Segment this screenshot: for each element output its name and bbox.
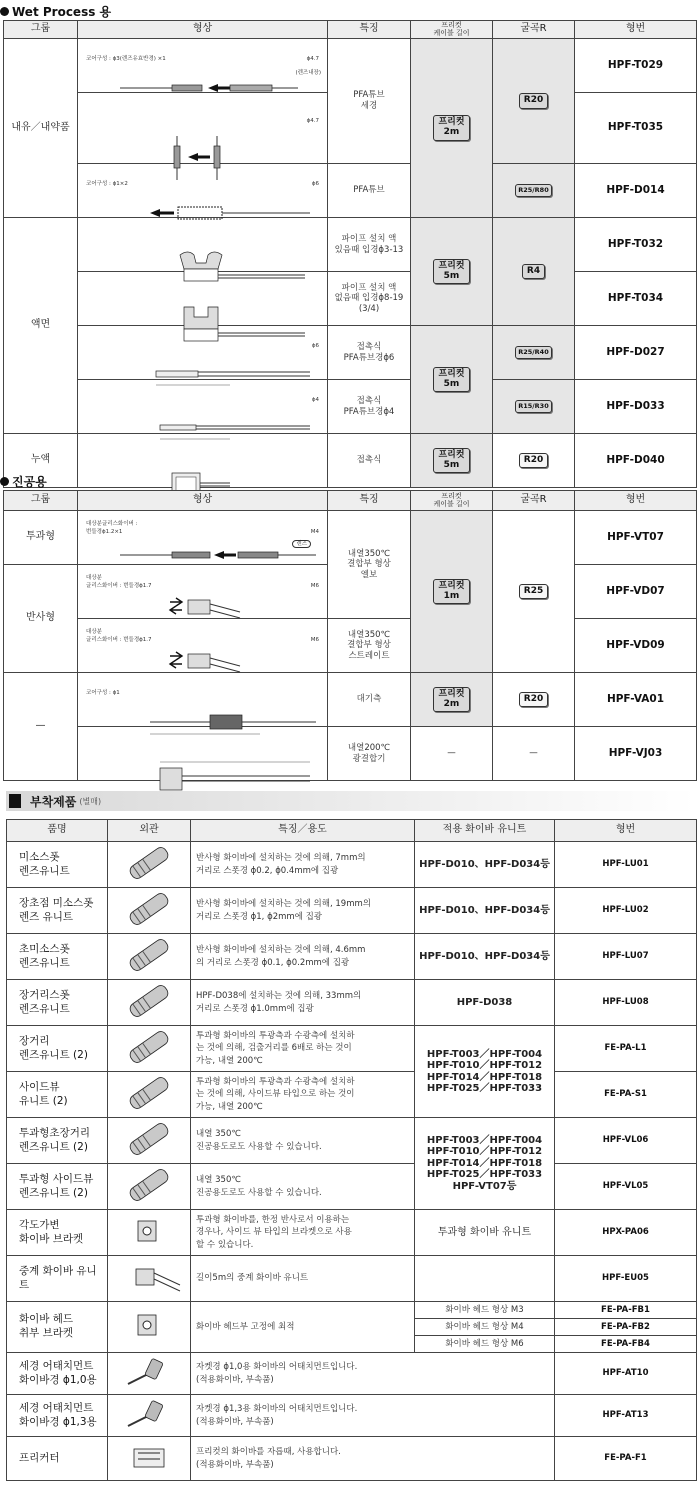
feature-cell: 내열350℃ 결합부 형상 스트레이트 <box>328 619 411 673</box>
item-desc: 자켓경 ϕ1,0용 화이바의 어태치먼트입니다. (적용화이바, 부속품) <box>191 1353 555 1395</box>
item-appearance <box>108 1256 191 1302</box>
caption: 코어구성 : ϕ3(렌즈유효반경) ×1 <box>86 55 166 62</box>
item-sub-unit: 화이바 헤드 형상 M3 <box>415 1302 555 1319</box>
item-appearance <box>108 888 191 934</box>
item-model: FE-PA-S1 <box>555 1072 697 1118</box>
lens-unit-icon <box>114 920 184 930</box>
item-name: 장거리 렌즈유니트 (2) <box>7 1026 108 1072</box>
model-cell: HPF-D040 <box>575 434 697 488</box>
caption: 코어구성 : ϕ1×2 <box>86 180 128 187</box>
header-precut: 프리컷 케이블 길이 <box>411 21 493 39</box>
bullet-icon <box>0 477 9 486</box>
item-appearance <box>108 980 191 1026</box>
model-cell: HPF-D027 <box>575 326 697 380</box>
item-model: HPX-PA06 <box>555 1210 697 1256</box>
item-desc: 내열 350℃ 진공용도로도 사용할 수 있습니다. <box>191 1164 415 1210</box>
bend-badge: R20 <box>519 453 548 469</box>
side-view-unit-icon <box>114 1104 184 1114</box>
caption: ϕ4 <box>311 396 319 403</box>
bend-cell <box>493 218 575 326</box>
caption: 번들경ϕ1.2×1 <box>86 528 123 535</box>
item-desc: 반사형 화이바에 설치하는 것에 의해, 4.6mm 의 거리로 스폿경 ϕ0.1, ϕ0.2mm에 집광 <box>191 934 415 980</box>
item-model: HPF-AT13 <box>555 1395 697 1437</box>
item-name: 미소스폿 렌즈유니트 <box>7 842 108 888</box>
lens-unit-icon <box>114 966 184 976</box>
item-model: HPF-EU05 <box>555 1256 697 1302</box>
feature-cell: 대기측 <box>328 673 411 727</box>
bracket-icon <box>114 1336 184 1346</box>
model-cell: HPF-T032 <box>575 218 697 272</box>
caption: (렌즈내장) <box>295 69 321 76</box>
header-model: 형번 <box>575 21 697 39</box>
bend-badge: R25 <box>519 584 548 600</box>
shape-cell <box>78 511 328 565</box>
group-cell: — <box>4 673 78 781</box>
shape-cell <box>78 39 328 93</box>
vac-title-text: 진공용 <box>12 475 47 489</box>
atmos-drawing <box>80 700 326 752</box>
item-unit: HPF-D038 <box>415 980 555 1026</box>
model-cell: HPF-T029 <box>575 39 697 93</box>
caption: 글리스화이버 : 번들경ϕ1.7 <box>86 582 152 589</box>
item-name: 세경 어태치먼트 화이바경 ϕ1,3용 <box>7 1395 108 1437</box>
sensor-drawing <box>80 299 326 351</box>
precut-cell <box>411 434 493 488</box>
model-cell: HPF-T034 <box>575 272 697 326</box>
item-name: 장초점 미소스폿 렌즈 유니트 <box>7 888 108 934</box>
item-model: FE-PA-L1 <box>555 1026 697 1072</box>
group-cell: 투과형 <box>4 511 78 565</box>
precut-badge: 프리컷 5m <box>433 259 469 285</box>
item-model: HPF-VL06 <box>555 1118 697 1164</box>
wet-title-text: Wet Process 용 <box>12 5 112 19</box>
item-desc: 길이5m의 중계 화이바 유니트 <box>191 1256 415 1302</box>
side-view-unit-icon <box>114 1196 184 1206</box>
item-name: 프리커터 <box>7 1437 108 1481</box>
probe-drawing <box>80 353 326 405</box>
model-cell: HPF-VD09 <box>575 619 697 673</box>
item-model: HPF-LU01 <box>555 842 697 888</box>
caption: 대상분글리스화이버 : <box>86 520 138 527</box>
feature-cell: 접촉식 PFA튜브경ϕ6 <box>328 326 411 380</box>
feature-cell: 접촉식 PFA튜브경ϕ4 <box>328 380 411 434</box>
bend-cell <box>493 511 575 673</box>
feature-cell: 내열200℃ 광결합기 <box>328 727 411 781</box>
item-unit <box>415 1256 555 1302</box>
bend-cell <box>493 39 575 164</box>
fiber-drawing <box>80 128 326 198</box>
caption: ϕ4.7 <box>306 55 319 62</box>
bend-badge: R20 <box>519 93 548 109</box>
item-desc: 투과형 화이바를, 한정 반사로서 이용하는 경우나, 사이드 뷰 타입의 브라켓으로 사용 할 수 있습니다. <box>191 1210 415 1256</box>
item-desc: 반사형 화이바에 설치하는 것에 의해, 7mm의 거리로 스폿경 ϕ0.2, ϕ0.4mm에 집광 <box>191 842 415 888</box>
item-model: HPF-AT10 <box>555 1353 697 1395</box>
bend-badge: R25/R40 <box>515 346 551 359</box>
model-cell: HPF-T035 <box>575 93 697 164</box>
wet-process-table <box>3 20 697 488</box>
feature-cell: 접촉식 <box>328 434 411 488</box>
lens-unit-icon <box>114 874 184 884</box>
item-appearance <box>108 1437 191 1481</box>
caption: M6 <box>310 636 319 643</box>
group-cell: 내유／내약품 <box>4 39 78 218</box>
caption: ϕ6 <box>311 342 319 349</box>
lens-unit-icon <box>114 1012 184 1022</box>
item-model: FE-PA-FB1 <box>555 1302 697 1319</box>
precut-cell <box>411 673 493 727</box>
header-feature: 특징 <box>328 491 411 511</box>
header-group: 그룹 <box>4 21 78 39</box>
precut-badge: 프리컷 2m <box>433 115 469 141</box>
header-name: 품명 <box>7 820 108 842</box>
header-feature: 특징 <box>328 21 411 39</box>
caption: 글리스화이버 : 번들경ϕ1.7 <box>86 636 152 643</box>
header-model: 형번 <box>575 491 697 511</box>
section-marker-icon <box>9 794 21 808</box>
model-cell: HPF-D014 <box>575 164 697 218</box>
lens-label: 렌즈 <box>292 540 311 549</box>
item-appearance <box>108 1118 191 1164</box>
caption: 대상분 <box>86 628 102 635</box>
item-appearance <box>108 1164 191 1210</box>
item-model: HPF-LU08 <box>555 980 697 1026</box>
item-unit: HPF-T003／HPF-T004 HPF-T010／HPF-T012 HPF-T014／HPF-T018 HPF-T025／HPF-T033 HPF-VT07등 <box>415 1118 555 1210</box>
item-unit: HPF-D010、HPF-D034등 <box>415 888 555 934</box>
vacuum-table <box>3 490 697 781</box>
precut-cell <box>411 218 493 326</box>
model-cell: HPF-VD07 <box>575 565 697 619</box>
header-shape: 형상 <box>78 21 328 39</box>
item-unit: 투과형 화이바 유니트 <box>415 1210 555 1256</box>
accessory-title: 부착제품 <box>30 794 77 809</box>
precut-badge: 프리컷 5m <box>433 448 469 474</box>
fiber-drawing <box>80 191 326 243</box>
feature-cell: PFA튜브 <box>328 164 411 218</box>
header-bend: 굴곡R <box>493 21 575 39</box>
item-desc: 프리컷의 화이바를 자릅때, 사용합니다. (적용화이바, 부속품) <box>191 1437 555 1481</box>
item-appearance <box>108 1353 191 1395</box>
item-unit: HPF-T003／HPF-T004 HPF-T010／HPF-T012 HPF-T014／HPF-T018 HPF-T025／HPF-T033 <box>415 1026 555 1118</box>
item-desc: 내열 350℃ 진공용도로도 사용할 수 있습니다. <box>191 1118 415 1164</box>
item-desc: 반사형 화이바에 설치하는 것에 의해, 19mm의 거리로 스폿경 ϕ1, ϕ2mm에 집광 <box>191 888 415 934</box>
item-appearance <box>108 1072 191 1118</box>
feature-cell: 내열350℃ 결합부 형상 엘보 <box>328 511 411 619</box>
header-appearance: 외관 <box>108 820 191 842</box>
bend-badge: R25/R80 <box>515 184 551 197</box>
bend-cell <box>493 380 575 434</box>
bend-cell: — <box>493 727 575 781</box>
bullet-icon <box>0 7 9 16</box>
item-desc: 자켓경 ϕ1,3용 화이바의 어태치먼트입니다. (적용화이바, 부속품) <box>191 1395 555 1437</box>
caption: M4 <box>310 528 319 535</box>
item-model: HPF-LU07 <box>555 934 697 980</box>
wet-section-title <box>0 3 111 20</box>
bend-cell <box>493 673 575 727</box>
item-sub-unit: 화이바 헤드 형상 M4 <box>415 1319 555 1336</box>
group-cell: 누액 <box>4 434 78 488</box>
group-cell: 반사형 <box>4 565 78 673</box>
feature-cell: 파이프 설치 액 없음때 입경ϕ8-19 (3/4) <box>328 272 411 326</box>
item-desc: 화이바 헤드부 고정에 최적 <box>191 1302 415 1353</box>
bend-badge: R15/R30 <box>515 400 551 413</box>
item-name: 중계 화이바 유니트 <box>7 1256 108 1302</box>
item-appearance <box>108 1026 191 1072</box>
header-group: 그룹 <box>4 491 78 511</box>
header-feature: 특징／용도 <box>191 820 415 842</box>
item-name: 초미소스폿 렌즈유니트 <box>7 934 108 980</box>
item-appearance <box>108 842 191 888</box>
precut-cell <box>411 511 493 673</box>
cutter-icon <box>114 1468 184 1478</box>
sensor-drawing <box>80 245 326 297</box>
item-appearance <box>108 1395 191 1437</box>
item-name: 화이바 헤드 취부 브라켓 <box>7 1302 108 1353</box>
caption: ϕ6 <box>311 180 319 187</box>
item-name: 장거리스폿 렌즈유니트 <box>7 980 108 1026</box>
item-model: HPF-LU02 <box>555 888 697 934</box>
header-bend: 굴곡R <box>493 491 575 511</box>
caption: 대상분 <box>86 574 102 581</box>
item-name: 투과형 사이드뷰 렌즈유니트 (2) <box>7 1164 108 1210</box>
item-unit: HPF-D010、HPF-D034등 <box>415 842 555 888</box>
model-cell: HPF-VJ03 <box>575 727 697 781</box>
group-cell: 액면 <box>4 218 78 434</box>
precut-cell: — <box>411 727 493 781</box>
probe-drawing <box>80 407 326 459</box>
header-unit: 적용 화이바 유니트 <box>415 820 555 842</box>
attachment-icon <box>114 1425 184 1435</box>
header-model: 형번 <box>555 820 697 842</box>
item-desc: HPF-D038에 설치하는 것에 의해, 33mm의 거리로 스폿경 ϕ1.0mm에 집광 <box>191 980 415 1026</box>
precut-cell <box>411 39 493 218</box>
feature-cell: 파이프 설치 액 있음때 입경ϕ3-13 <box>328 218 411 272</box>
item-sub-unit: 화이바 헤드 형상 M6 <box>415 1336 555 1353</box>
item-appearance <box>108 1210 191 1256</box>
relay-fiber-icon <box>114 1288 184 1298</box>
bracket-icon <box>114 1242 184 1252</box>
caption: ϕ4.7 <box>306 118 319 125</box>
bend-cell <box>493 434 575 488</box>
precut-badge: 프리컷 2m <box>433 687 469 713</box>
caption: 코어구성 : ϕ1 <box>86 689 120 696</box>
item-name: 세경 어태치먼트 화이바경 ϕ1,0용 <box>7 1353 108 1395</box>
precut-badge: 프리컷 5m <box>433 367 469 393</box>
accessory-section-header <box>6 791 696 811</box>
item-name: 각도가변 화이바 브라켓 <box>7 1210 108 1256</box>
lens-unit-icon <box>114 1058 184 1068</box>
caption: M6 <box>310 582 319 589</box>
header-shape: 형상 <box>78 491 328 511</box>
item-name: 사이드뷰 유니트 (2) <box>7 1072 108 1118</box>
vac-section-title <box>0 473 47 490</box>
bend-badge: R20 <box>519 692 548 708</box>
accessory-rows <box>7 842 697 1481</box>
model-cell: HPF-VA01 <box>575 673 697 727</box>
accessory-subtitle: (별매) <box>79 796 102 806</box>
accessory-table <box>6 819 697 1481</box>
item-model: FE-PA-F1 <box>555 1437 697 1481</box>
attachment-icon <box>114 1383 184 1393</box>
precut-cell <box>411 326 493 434</box>
bend-cell <box>493 164 575 218</box>
item-desc: 투과형 화이바의 투광측과 수광측에 설치하 는 것에 의해, 검출거리를 6배로 하는 것이 가능, 내열 200℃ <box>191 1026 415 1072</box>
item-model: HPF-VL05 <box>555 1164 697 1210</box>
lens-unit-icon <box>114 1150 184 1160</box>
item-appearance <box>108 934 191 980</box>
bend-cell <box>493 326 575 380</box>
bend-badge: R4 <box>522 264 545 280</box>
feature-cell: PFA튜브 세경 <box>328 39 411 164</box>
item-model: FE-PA-FB2 <box>555 1319 697 1336</box>
item-desc: 투과형 화이바의 투광측과 수광측에 설치하 는 것에 의해, 사이드뷰 타입으로 하는 것이 가능, 내열 200℃ <box>191 1072 415 1118</box>
model-cell: HPF-VT07 <box>575 511 697 565</box>
header-precut: 프리컷 케이블 길이 <box>411 491 493 511</box>
fiber-drawing <box>80 66 326 118</box>
item-appearance <box>108 1302 191 1353</box>
item-model: FE-PA-FB4 <box>555 1336 697 1353</box>
precut-badge: 프리컷 1m <box>433 579 469 605</box>
item-name: 투과형초장거리 렌즈유니트 (2) <box>7 1118 108 1164</box>
item-unit: HPF-D010、HPF-D034등 <box>415 934 555 980</box>
model-cell: HPF-D033 <box>575 380 697 434</box>
